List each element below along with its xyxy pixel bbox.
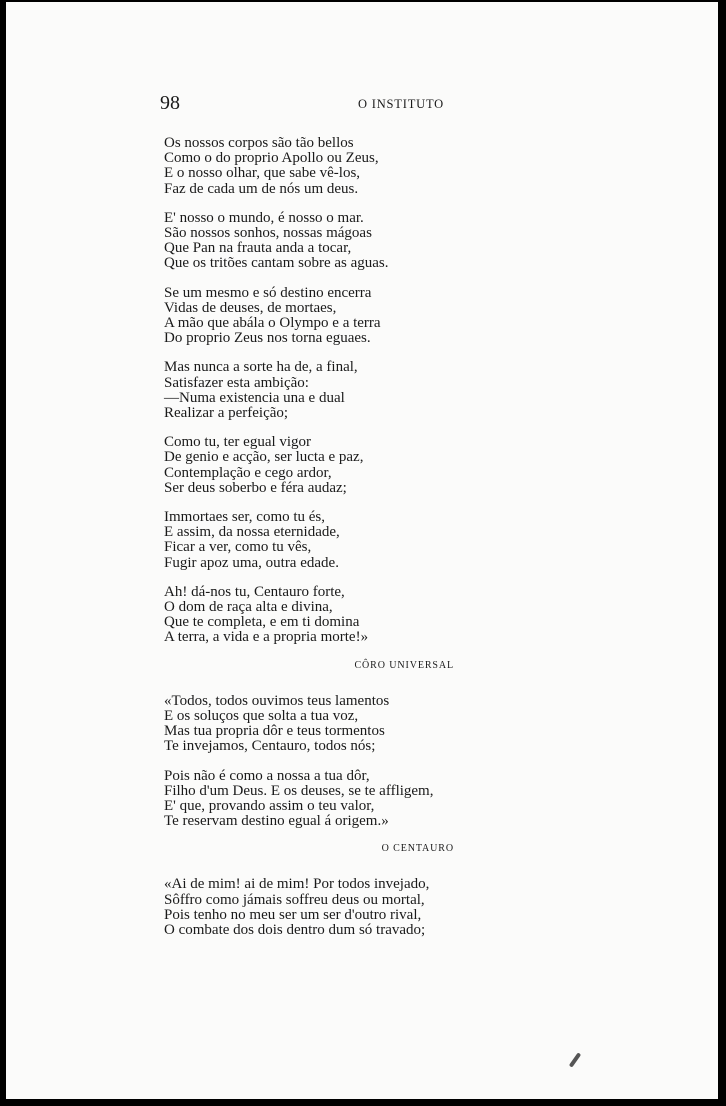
verse-line: E os soluços que solta a tua voz, [164, 707, 359, 724]
verse-line: Como tu, ter egual vigor [164, 434, 312, 451]
speaker-o-centauro: O CENTAURO [381, 843, 454, 855]
stanza-4 [164, 360, 454, 421]
scan-border-bottom [0, 1099, 726, 1106]
scan-border-right [718, 0, 726, 1106]
verse-line: São nossos sonhos, nossas mágoas [164, 225, 372, 242]
verse-line: «Todos, todos ouvimos teus lamentos [164, 692, 390, 709]
verse-line: Sôffro como jámais soffreu deus ou mortal, [164, 891, 425, 908]
verse-line: Satisfazer esta ambição: [164, 374, 309, 391]
verse-line: «Ai de mim! ai de mim! Por todos invejado, [164, 876, 430, 893]
verse-line: Te reservam destino egual á origem.» [164, 813, 389, 830]
coro-stanza-1 [164, 694, 454, 755]
speaker-coro-universal: CÔRO UNIVERSAL [354, 659, 454, 671]
verse-line: Mas tua propria dôr e teus tormentos [164, 723, 385, 740]
verse-line: E assim, da nossa eternidade, [164, 524, 340, 541]
verse-line: Que te completa, e em ti domina [164, 614, 360, 631]
verse-line: O dom de raça alta e divina, [164, 599, 333, 616]
stanza-6 [164, 510, 454, 571]
verse-line: A mão que abála o Olympo e a terra [164, 315, 381, 332]
verse-line: Realizar a perfeição; [164, 405, 289, 422]
verse-line: E o nosso olhar, que sabe vê-los, [164, 165, 361, 182]
page-header [160, 92, 444, 116]
verse-line: Os nossos corpos são tão bellos [164, 135, 354, 151]
ink-mark [569, 1052, 581, 1067]
verse-line: Como o do proprio Apollo ou Zeus, [164, 150, 379, 167]
verse-line: O combate dos dois dentro dum só travado; [164, 921, 426, 938]
stanza-5 [164, 435, 454, 496]
verse-line: E' nosso o mundo, é nosso o mar. [164, 209, 364, 226]
coro-stanza-2 [164, 769, 454, 830]
verse-line: Ficar a ver, como tu vês, [164, 539, 312, 556]
stanza-3 [164, 286, 454, 347]
verse-line: E' que, provando assim o teu valor, [164, 797, 375, 814]
verse-line: A terra, a vida e a propria morte!» [164, 629, 369, 646]
verse-line: Pois tenho no meu ser um ser d'outro rival, [164, 906, 422, 923]
scan-border-left [0, 0, 6, 1106]
stanza-1 [164, 136, 454, 197]
verse-line: Te invejamos, Centauro, todos nós; [164, 738, 376, 755]
verse-line: Immortaes ser, como tu és, [164, 509, 326, 526]
scan-border-top [0, 0, 726, 2]
running-title: O INSTITUTO [358, 97, 444, 111]
verse-line: Ah! dá-nos tu, Centauro forte, [164, 583, 345, 600]
page-number: 98 [160, 92, 180, 114]
verse-line: —Numa existencia una e dual [164, 389, 345, 406]
verse-line: Contemplação e cego ardor, [164, 464, 332, 481]
verse-line: Que os tritões cantam sobre as aguas. [164, 255, 389, 272]
verse-line: Mas nunca a sorte ha de, a final, [164, 359, 358, 376]
verse-line: Ser deus soberbo e féra audaz; [164, 479, 347, 496]
centauro-stanza-1 [164, 877, 454, 938]
poem-body [164, 136, 454, 952]
verse-line: Que Pan na frauta anda a tocar, [164, 240, 352, 257]
verse-line: Faz de cada um de nós um deus. [164, 180, 359, 197]
verse-line: Se um mesmo e só destino encerra [164, 284, 372, 301]
verse-line: Pois não é como a nossa a tua dôr, [164, 767, 370, 784]
stanza-7 [164, 585, 454, 646]
verse-line: Vidas de deuses, de mortaes, [164, 299, 337, 316]
verse-line: Do proprio Zeus nos torna eguaes. [164, 330, 371, 347]
verse-line: Filho d'um Deus. E os deuses, se te affligem, [164, 782, 434, 799]
verse-line: Fugir apoz uma, outra edade. [164, 554, 339, 571]
stanza-2 [164, 211, 454, 272]
verse-line: De genio e acção, ser lucta e paz, [164, 449, 364, 466]
